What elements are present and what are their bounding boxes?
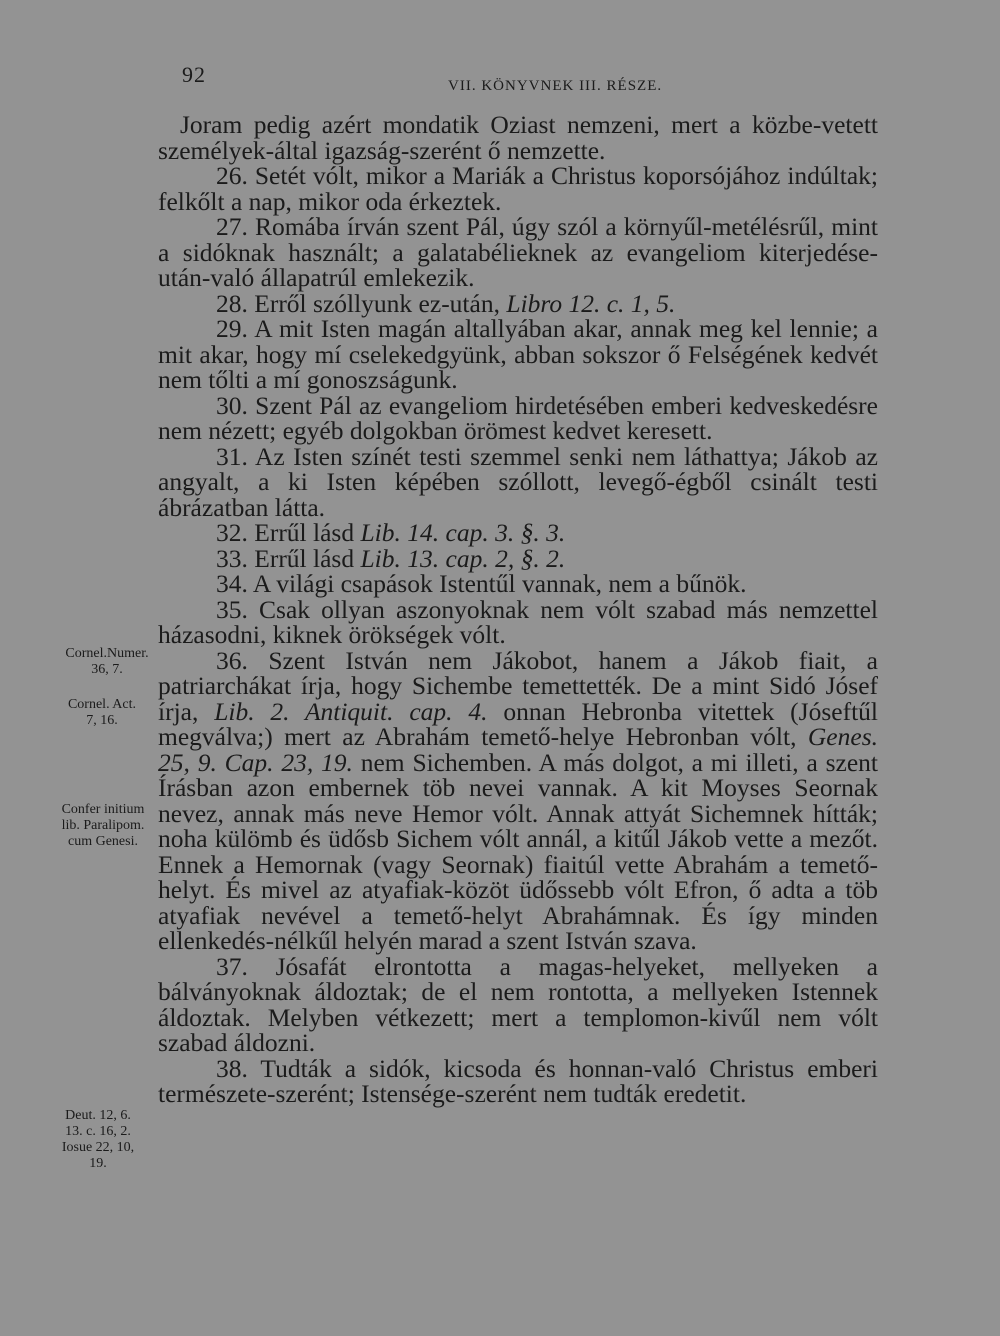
- paragraph-38: 38. Tudták a sidók, kicsoda és honnan-való Christus emberi természete-szerént; Istensége-szerént nem tudták eredetit.: [158, 1053, 878, 1108]
- paragraph-36-reference-2: Genes. 25, 9. Cap. 23, 19.: [158, 722, 878, 777]
- margin-note-line: Cornel. Act.: [67, 697, 137, 712]
- paragraph-36-text-a: 36. Szent István nem Jákobot, hanem a Jákob fiait, a patriarchákat írja, hogy Sichembe temettették. De a mint Sidó Jósef írja,: [158, 645, 878, 726]
- paragraph-36-reference-1: Lib. 2. Antiquit. cap. 4.: [214, 696, 488, 726]
- paragraph-33-reference: Lib. 13. cap. 2, §. 2.: [360, 543, 566, 573]
- paragraph-33-text: 33. Errűl lásd: [216, 543, 361, 573]
- margin-note-line: cum Genesi.: [68, 834, 138, 849]
- paragraph-28-text: 28. Erről szóllyunk ez-után,: [216, 288, 507, 318]
- margin-note-line: lib. Paralipom.: [61, 818, 145, 833]
- paragraph-28-reference: Libro 12. c. 1, 5.: [506, 288, 676, 318]
- margin-note-line: Iosue 22, 10,: [61, 1140, 135, 1155]
- paragraph-33: [158, 543, 878, 573]
- page-number: 92: [182, 62, 206, 87]
- paragraph-28: [158, 288, 878, 318]
- margin-note-line: Deut. 12, 6.: [65, 1108, 131, 1123]
- margin-note-line: Confer initium: [61, 802, 145, 817]
- paragraph-27: 27. Romába írván szent Pál, úgy szól a környűl-metélésrűl, mint a sidóknak használt; a galatabélieknek az evangeliom kiterjedése-után-való állapatrúl emlekezik.: [158, 212, 878, 292]
- paragraph-37: 37. Jósafát elrontotta a magas-helyeket, mellyeken a bálványoknak áldoztak; de el nem rontotta, a mellyeken Istennek áldoztak. Melyben vétkezett; mert a templomon-kivűl nem vólt szabad áldozni.: [158, 951, 878, 1057]
- paragraph-25: Joram pedig azért mondatik Oziast nemzeni, mert a közbe-vetett személyek-által igazság-szerént ő nemzette.: [158, 110, 878, 165]
- margin-note-line: 36, 7.: [91, 662, 123, 677]
- paragraph-31: 31. Az Isten színét testi szemmel senki nem láthattya; Jákob az angyalt, a ki Isten képében szóllott, levegő-égből csinált testi ábrázatban látta.: [158, 441, 878, 522]
- margin-note-cornel-numer: [52, 646, 162, 678]
- running-head: VII. KÖNYVNEK III. RÉSZE.: [448, 78, 663, 94]
- margin-note-cornel-act: [52, 697, 152, 729]
- paragraph-36: [158, 645, 879, 955]
- paragraph-34: 34. A világi csapások Istentűl vannak, nem a bűnök.: [216, 569, 747, 598]
- margin-note-line: 7, 16.: [86, 713, 118, 728]
- margin-note-line: 13. c. 16, 2.: [65, 1124, 131, 1139]
- margin-note-confer: [44, 802, 162, 850]
- paragraph-36-text-c: nem Sichemben. A más dolgot, a mi illeti, a szent Írásban azon embernek töb nevei vannak. A kit Moyses Seornak nevez, annak más neve Hemor vólt. Annak attyát Sichemnek hítták; noha külömb és üdősb Sichem vólt annál, a kitűl Jákob vette a mezőt. Ennek a Hemornak (vagy Seornak) fiaitúl vette Abrahám a temető-helyt. És mivel az atyafiak-közöt üdőssebb vólt Efron, ő adta a töb atyafiak nevével a temető-helyt Abrahámnak. És így minden ellenkedés-nélkűl helyén marad a szent István szava.: [158, 747, 878, 955]
- body-text: [158, 112, 878, 1107]
- margin-note-line: Cornel.Numer.: [65, 646, 149, 661]
- paragraph-32-text: 32. Errűl lásd: [216, 518, 361, 547]
- paragraph-36-text-b: onnan Hebronba vitettek (Jóseftűl megválva;) mert az Abrahám temető-helye Hebronban vólt,: [158, 696, 879, 751]
- paragraph-32: [158, 520, 878, 546]
- paragraph-30: 30. Szent Pál az evangeliom hirdetésében emberi kedveskedésre nem nézett; egyéb dolgokban örömest kedvet keresett.: [158, 390, 878, 445]
- paragraph-35: 35. Csak ollyan aszonyoknak nem vólt szabad más nemzettel házasodni, kiknek örökségek vólt.: [158, 594, 878, 649]
- paragraph-32-reference: Lib. 14. cap. 3. §. 3.: [360, 518, 566, 547]
- paragraph-26: 26. Setét vólt, mikor a Mariák a Christus koporsójához indúltak; felkőlt a nap, mikor oda érkeztek.: [158, 161, 878, 216]
- paragraph-29: 29. A mit Isten magán altallyában akar, annak meg kel lennie; a mit akar, hogy mí cselekedgyünk, abban sokszor ő Felségének kedvét nem tőlti a mí gonoszságunk.: [158, 314, 878, 394]
- margin-note-deut: [42, 1108, 154, 1172]
- margin-note-line: 19.: [89, 1156, 107, 1171]
